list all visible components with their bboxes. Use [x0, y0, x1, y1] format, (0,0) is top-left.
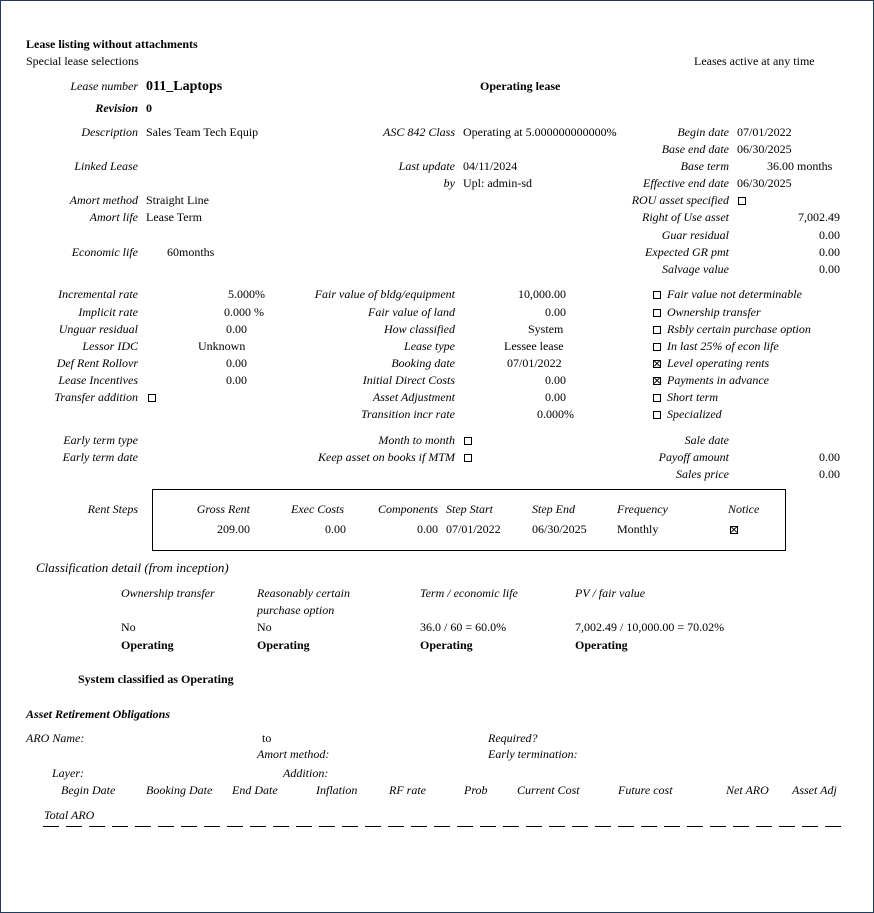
- sale-date-label: Sale date: [684, 433, 729, 447]
- lease-incentives-label: Lease Incentives: [58, 373, 138, 387]
- report-title: Lease listing without attachments: [26, 37, 198, 51]
- class-value-ownership: No: [121, 620, 136, 634]
- incremental-rate-value: 5.000%: [228, 287, 265, 301]
- aro-total-label: Total ARO: [44, 808, 95, 822]
- base-term-value: 36.00: [767, 159, 794, 173]
- rule-dash: [66, 826, 82, 827]
- flag-purchase-option[interactable]: Rsbly certain purchase option: [653, 322, 811, 337]
- aro-col-future-cost: Future cost: [618, 783, 673, 797]
- checkbox-mark: [653, 326, 661, 334]
- lease-type-label: Lease type: [404, 339, 455, 353]
- checkbox-mark: [464, 437, 472, 445]
- flag-specialized[interactable]: Specialized: [653, 407, 722, 422]
- implicit-rate-label: Implicit rate: [78, 305, 138, 319]
- rou-specified-checkbox[interactable]: [738, 193, 746, 208]
- rule-dash: [434, 826, 450, 827]
- rule-dash: [227, 826, 243, 827]
- description-value: Sales Team Tech Equip: [146, 125, 259, 139]
- class-header-ownership: Ownership transfer: [121, 586, 215, 600]
- amort-life-value: Lease Term: [146, 210, 202, 224]
- rule-dash: [296, 826, 312, 827]
- class-result-purchase: Operating: [257, 638, 310, 652]
- system-classification: System classified as Operating: [78, 672, 234, 686]
- revision-label: Revision: [95, 101, 138, 115]
- base-term-label: Base term: [680, 159, 729, 173]
- checkbox-mark: [738, 197, 746, 205]
- flag-fair-value-not-determinable[interactable]: Fair value not determinable: [653, 287, 802, 302]
- rule-dash: [158, 826, 174, 827]
- keep-asset-checkbox[interactable]: [464, 450, 472, 465]
- amort-method-label: Amort method: [69, 193, 138, 207]
- flag-last-25-percent[interactable]: In last 25% of econ life: [653, 339, 779, 354]
- rule-dash: [480, 826, 496, 827]
- aro-addition-label: Addition:: [283, 766, 329, 780]
- rule-dash: [135, 826, 151, 827]
- rent-step-frequency: Monthly: [617, 522, 659, 536]
- checkbox-mark: [148, 394, 156, 402]
- last-update-value: 04/11/2024: [463, 159, 518, 173]
- aro-layer-label: Layer:: [52, 766, 84, 780]
- class-header-term: Term / economic life: [420, 586, 518, 600]
- unguar-residual-label: Unguar residual: [58, 322, 138, 336]
- asset-adjustment-label: Asset Adjustment: [372, 390, 455, 404]
- rule-dash: [825, 826, 841, 827]
- rule-dash: [595, 826, 611, 827]
- class-result-term: Operating: [420, 638, 473, 652]
- sales-price-label: Sales price: [676, 467, 729, 481]
- transition-rate-value: 0.000%: [537, 407, 574, 421]
- early-term-date-label: Early term date: [62, 450, 138, 464]
- rent-steps-header-start: Step Start: [446, 502, 493, 516]
- asc-class-value: Operating at 5.000000000000%: [463, 125, 617, 139]
- rule-dash: [181, 826, 197, 827]
- rent-step-start: 07/01/2022: [446, 522, 501, 536]
- rule-dash: [641, 826, 657, 827]
- incremental-rate-label: Incremental rate: [58, 287, 138, 301]
- lease-number-label: Lease number: [70, 79, 138, 93]
- month-to-month-checkbox[interactable]: [464, 433, 472, 448]
- rule-dash: [342, 826, 358, 827]
- fv-land-label: Fair value of land: [368, 305, 455, 319]
- updated-by-label: by: [443, 176, 455, 190]
- updated-by-value: Upl: admin-sd: [463, 176, 532, 190]
- rule-dash: [112, 826, 128, 827]
- amort-life-label: Amort life: [89, 210, 138, 224]
- report-subtitle: Special lease selections: [26, 54, 139, 68]
- unguar-residual-value: 0.00: [226, 322, 247, 336]
- classification-title: Classification detail (from inception): [36, 560, 229, 575]
- flag-payments-in-advance[interactable]: Payments in advance: [653, 373, 769, 388]
- lease-incentives-value: 0.00: [226, 373, 247, 387]
- guar-residual-label: Guar residual: [661, 228, 729, 242]
- guar-residual-value: 0.00: [819, 228, 840, 242]
- lease-type-heading: Operating lease: [480, 79, 561, 93]
- aro-col-prob: Prob: [464, 783, 488, 797]
- aro-col-current-cost: Current Cost: [517, 783, 580, 797]
- class-result-pv: Operating: [575, 638, 628, 652]
- class-value-purchase: No: [257, 620, 272, 634]
- effective-end-value: 06/30/2025: [737, 176, 792, 190]
- checkbox-mark: [653, 377, 661, 385]
- aro-col-inflation: Inflation: [316, 783, 358, 797]
- aro-col-asset-adj: Asset Adj: [792, 783, 837, 797]
- class-header-purchase-1: Reasonably certain: [257, 586, 350, 600]
- rule-dash: [89, 826, 105, 827]
- rou-asset-label: Right of Use asset: [642, 210, 729, 224]
- linked-lease-label: Linked Lease: [74, 159, 138, 173]
- fv-bldg-value: 10,000.00: [518, 287, 566, 301]
- economic-life-value: 60months: [167, 245, 215, 259]
- lease-number: 011_Laptops: [146, 79, 223, 94]
- rule-dash: [664, 826, 680, 827]
- expected-gr-value: 0.00: [819, 245, 840, 259]
- initial-direct-costs-value: 0.00: [545, 373, 566, 387]
- rule-dash: [572, 826, 588, 827]
- implicit-rate-value: 0.000 %: [224, 305, 264, 319]
- rent-steps-header-notice: Notice: [728, 502, 760, 516]
- flag-level-operating-rents[interactable]: Level operating rents: [653, 356, 769, 371]
- transfer-addition-label: Transfer addition: [54, 390, 138, 404]
- rent-steps-table: [152, 489, 786, 551]
- booking-date-label: Booking date: [391, 356, 455, 370]
- lessor-idc-value: Unknown: [198, 339, 246, 353]
- economic-life-label: Economic life: [71, 245, 138, 259]
- checkbox-mark: [730, 526, 738, 534]
- initial-direct-costs-label: Initial Direct Costs: [362, 373, 455, 387]
- rule-dash: [273, 826, 289, 827]
- rent-step-notice[interactable]: [730, 522, 738, 537]
- base-end-value: 06/30/2025: [737, 142, 792, 156]
- salvage-label: Salvage value: [662, 262, 729, 276]
- begin-date-label: Begin date: [677, 125, 729, 139]
- booking-date-value: 07/01/2022: [507, 356, 562, 370]
- aro-col-end: End Date: [232, 783, 278, 797]
- aro-col-booking: Booking Date: [146, 783, 213, 797]
- rule-dash: [756, 826, 772, 827]
- aro-early-label: Early termination:: [488, 747, 578, 761]
- description-label: Description: [81, 125, 138, 139]
- effective-end-label: Effective end date: [643, 176, 729, 190]
- rent-step-components: 0.00: [417, 522, 438, 536]
- rou-asset-value: 7,002.49: [798, 210, 840, 224]
- class-value-term: 36.0 / 60 = 60.0%: [420, 620, 507, 634]
- rule-dash: [503, 826, 519, 827]
- rule-dash: [779, 826, 795, 827]
- rule-dash: [365, 826, 381, 827]
- rule-dash: [319, 826, 335, 827]
- def-rent-label: Def Rent Rollovr: [56, 356, 138, 370]
- rule-dash: [388, 826, 404, 827]
- rent-steps-header-exec: Exec Costs: [291, 502, 344, 516]
- checkbox-mark: [653, 411, 661, 419]
- last-update-label: Last update: [398, 159, 455, 173]
- sales-price-value: 0.00: [819, 467, 840, 481]
- rule-dash: [710, 826, 726, 827]
- rule-dash: [733, 826, 749, 827]
- month-to-month-label: Month to month: [378, 433, 455, 447]
- rule-dash: [549, 826, 565, 827]
- aro-required-label: Required?: [488, 731, 538, 745]
- begin-date-value: 07/01/2022: [737, 125, 792, 139]
- transition-rate-label: Transition incr rate: [360, 407, 455, 421]
- rule-dash: [250, 826, 266, 827]
- checkbox-mark: [653, 360, 661, 368]
- rule-dash: [618, 826, 634, 827]
- class-value-pv: 7,002.49 / 10,000.00 = 70.02%: [575, 620, 725, 634]
- rent-steps-header-end: Step End: [532, 502, 575, 516]
- transfer-addition-checkbox[interactable]: [148, 390, 156, 405]
- how-classified-value: System: [528, 322, 564, 336]
- rule-dash: [802, 826, 818, 827]
- report-scope: Leases active at any time: [694, 54, 815, 68]
- checkbox-mark: [464, 454, 472, 462]
- rent-steps-label: Rent Steps: [87, 502, 138, 516]
- payoff-amount-label: Payoff amount: [658, 450, 729, 464]
- rent-steps-header-components: Components: [378, 502, 438, 516]
- checkbox-mark: [653, 343, 661, 351]
- aro-name-label: ARO Name:: [26, 731, 85, 745]
- checkbox-mark: [653, 309, 661, 317]
- aro-amort-label: Amort method:: [257, 747, 330, 761]
- how-classified-label: How classified: [384, 322, 455, 336]
- revision-value: 0: [146, 101, 152, 115]
- checkbox-mark: [653, 291, 661, 299]
- base-term-unit: months: [797, 159, 833, 173]
- fv-bldg-label: Fair value of bldg/equipment: [314, 287, 455, 301]
- aro-col-rf-rate: RF rate: [389, 783, 426, 797]
- rule-dash: [204, 826, 220, 827]
- class-header-purchase-2: purchase option: [257, 603, 335, 617]
- rule-dash: [457, 826, 473, 827]
- class-header-pv: PV / fair value: [575, 586, 646, 600]
- def-rent-value: 0.00: [226, 356, 247, 370]
- payoff-amount-value: 0.00: [819, 450, 840, 464]
- rule-dash: [411, 826, 427, 827]
- checkbox-mark: [653, 394, 661, 402]
- aro-title: Asset Retirement Obligations: [26, 707, 171, 721]
- class-result-ownership: Operating: [121, 638, 174, 652]
- aro-to-label: to: [262, 731, 272, 745]
- rou-specified-label: ROU asset specified: [631, 193, 729, 207]
- aro-col-begin: Begin Date: [61, 783, 116, 797]
- aro-col-net-aro: Net ARO: [726, 783, 769, 797]
- asset-adjustment-value: 0.00: [545, 390, 566, 404]
- lease-type-value: Lessee lease: [504, 339, 564, 353]
- amort-method-value: Straight Line: [146, 193, 209, 207]
- lessor-idc-label: Lessor IDC: [82, 339, 138, 353]
- rule-dash: [687, 826, 703, 827]
- rent-step-gross: 209.00: [217, 522, 250, 536]
- flag-ownership-transfer[interactable]: Ownership transfer: [653, 305, 761, 320]
- base-end-label: Base end date: [661, 142, 729, 156]
- rent-steps-header-frequency: Frequency: [617, 502, 668, 516]
- rule-dash: [43, 826, 59, 827]
- fv-land-value: 0.00: [545, 305, 566, 319]
- expected-gr-label: Expected GR pmt: [645, 245, 729, 259]
- early-term-type-label: Early term type: [63, 433, 138, 447]
- rent-steps-header-gross: Gross Rent: [196, 502, 250, 516]
- rent-step-exec: 0.00: [325, 522, 346, 536]
- keep-asset-label: Keep asset on books if MTM: [318, 450, 455, 464]
- flag-short-term[interactable]: Short term: [653, 390, 718, 405]
- asc-class-label: ASC 842 Class: [382, 125, 455, 139]
- rule-dash: [526, 826, 542, 827]
- salvage-value: 0.00: [819, 262, 840, 276]
- rent-step-end: 06/30/2025: [532, 522, 587, 536]
